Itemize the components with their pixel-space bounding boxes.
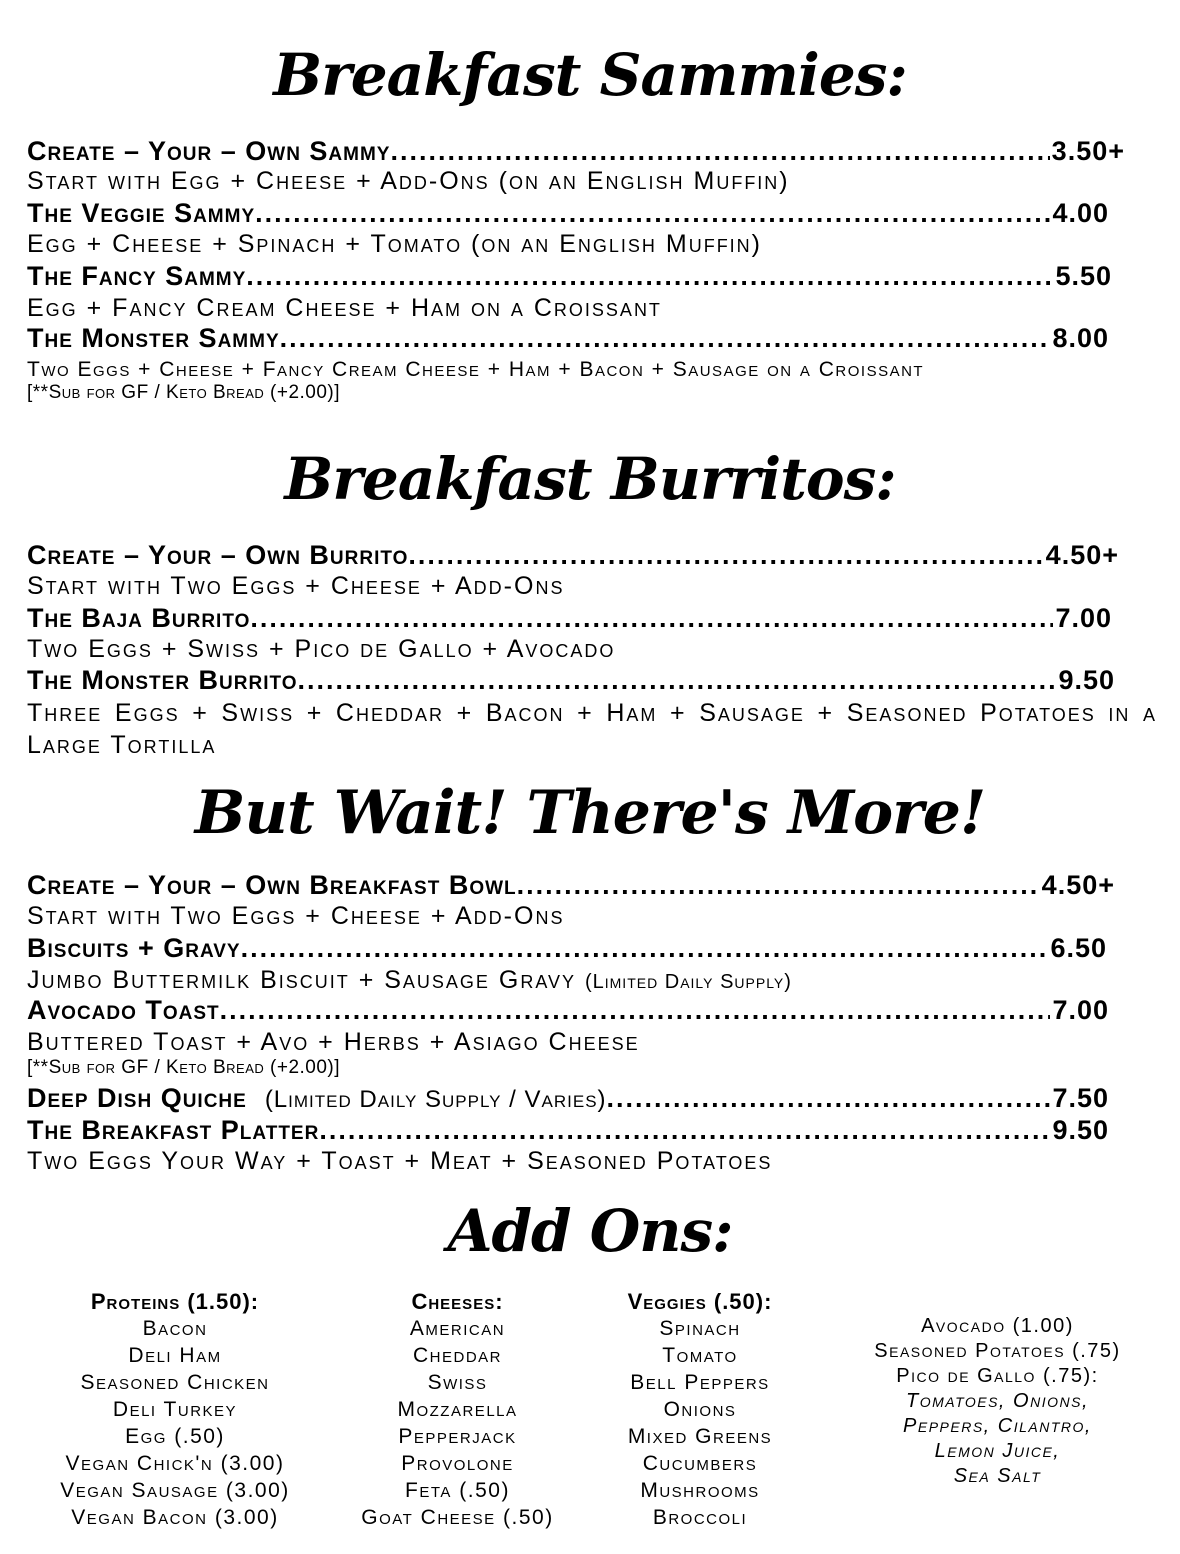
menu-item-baja-burrito [27, 603, 1112, 633]
item-price: 7.00 [1055, 603, 1112, 633]
list-item: Swiss [427, 1371, 488, 1394]
list-item: Pico de Gallo (.75): [896, 1365, 1099, 1387]
list-item: Bell Peppers [630, 1371, 770, 1394]
item-price: 3.50+ [1051, 136, 1125, 166]
dot-leader [255, 198, 1050, 228]
item-name: The Veggie Sammy [27, 198, 256, 228]
item-price: 4.50+ [1041, 870, 1115, 900]
list-item: Mixed Greens [627, 1425, 773, 1448]
list-item: Feta (.50) [405, 1479, 510, 1502]
list-item: Bacon [142, 1317, 208, 1340]
item-price: 7.00 [1052, 995, 1109, 1025]
menu-item-create-bowl [27, 870, 1115, 900]
menu-item-fancy-sammy [27, 261, 1112, 291]
list-item: Goat Cheese (.50) [361, 1506, 554, 1529]
list-item: Mushrooms [640, 1479, 760, 1502]
item-price: 7.50 [1052, 1083, 1109, 1113]
list-item: Seasoned Potatoes (.75) [874, 1340, 1121, 1362]
pico-detail-line: Peppers, Cilantro, [903, 1415, 1092, 1437]
section-title-burritos: Breakfast Burritos: [284, 445, 896, 513]
column-heading: Cheeses: [411, 1289, 504, 1314]
list-item: Deli Ham [128, 1344, 222, 1367]
item-price: 9.50 [1052, 1115, 1109, 1145]
item-name: Deep Dish Quiche [27, 1083, 247, 1113]
dot-leader [408, 540, 1043, 570]
addons-proteins-column [30, 1288, 320, 1531]
menu-item-breakfast-platter [27, 1115, 1109, 1145]
list-item: Vegan Chick'n (3.00) [65, 1452, 285, 1475]
item-name: Create – Your – Own Burrito [27, 540, 409, 570]
item-price: 9.50 [1058, 665, 1115, 695]
menu-item-monster-burrito [27, 665, 1115, 695]
pico-detail-line: Tomatoes, Onions, [906, 1390, 1089, 1412]
list-item: Vegan Sausage (3.00) [60, 1479, 290, 1502]
dot-leader [607, 1083, 1051, 1113]
list-item: Spinach [659, 1317, 741, 1340]
gf-keto-note: [**Sub for GF / Keto Bread (+2.00)] [27, 1057, 341, 1078]
list-item: Onions [663, 1398, 737, 1421]
section-title-sammies: Breakfast Sammies: [273, 41, 907, 109]
item-name: The Monster Burrito [27, 665, 298, 695]
list-item: Tomato [662, 1344, 738, 1367]
item-price: 8.00 [1052, 323, 1109, 353]
list-item: Egg (.50) [125, 1425, 225, 1448]
menu-item-avocado-toast [27, 995, 1109, 1025]
item-description: Buttered Toast + Avo + Herbs + Asiago Cheese [27, 1028, 640, 1056]
item-description: Egg + Cheese + Spinach + Tomato (on an English Muffin) [27, 230, 763, 258]
item-description: Start with Egg + Cheese + Add-Ons (on an English Muffin) [27, 167, 790, 195]
column-heading: Proteins (1.50): [90, 1289, 260, 1314]
menu-item-create-burrito [27, 540, 1119, 570]
item-description: Start with Two Eggs + Cheese + Add-Ons [27, 902, 565, 930]
item-name: Biscuits + Gravy [27, 933, 241, 963]
list-item: Vegan Bacon (3.00) [71, 1506, 279, 1529]
item-name-note: (Limited Daily Supply / Varies) [264, 1086, 607, 1113]
item-description [27, 965, 792, 997]
item-description: Two Eggs + Swiss + Pico de Gallo + Avocado [27, 635, 616, 663]
item-description-text: Jumbo Buttermilk Biscuit + Sausage Gravy [27, 966, 577, 994]
list-item: Provolone [401, 1452, 514, 1475]
list-item: Broccoli [652, 1506, 748, 1529]
item-price: 4.50+ [1045, 540, 1119, 570]
item-description: Two Eggs Your Way + Toast + Meat + Seasoned Potatoes [27, 1147, 773, 1175]
list-item: American [409, 1317, 506, 1340]
addons-cheeses-column [330, 1288, 585, 1531]
item-name: Create – Your – Own Sammy [27, 136, 391, 166]
menu-item-quiche [27, 1083, 1109, 1115]
column-heading: Veggies (.50): [627, 1289, 773, 1314]
dot-leader [390, 136, 1049, 166]
item-description: Three Eggs + Swiss + Cheddar + Bacon + Ham + Sausage + Seasoned Potatoes in a Large Tortilla [27, 699, 1157, 759]
item-price: 4.00 [1052, 198, 1109, 228]
list-item: Cucumbers [642, 1452, 758, 1475]
item-name: The Breakfast Platter [27, 1115, 320, 1145]
menu-item-create-sammy [27, 136, 1125, 166]
item-price: 6.50 [1050, 933, 1107, 963]
dot-leader [220, 995, 1051, 1025]
section-title-addons: Add Ons: [447, 1197, 733, 1265]
dot-leader [319, 1115, 1050, 1145]
item-name: Avocado Toast [27, 995, 220, 1025]
item-name: The Monster Sammy [27, 323, 280, 353]
item-price: 5.50 [1055, 261, 1112, 291]
menu-item-veggie-sammy [27, 198, 1109, 228]
section-title-more: But Wait! There's More! [194, 778, 986, 848]
dot-leader [250, 603, 1053, 633]
limited-supply-note: (Limited Daily Supply) [584, 971, 792, 993]
dot-leader [517, 870, 1040, 900]
menu-item-monster-sammy [27, 323, 1109, 353]
dot-leader [241, 933, 1049, 963]
dot-leader [280, 323, 1051, 353]
list-item: Mozzarella [397, 1398, 518, 1421]
pico-detail-line: Sea Salt [953, 1465, 1042, 1487]
pico-detail-line: Lemon Juice, [934, 1440, 1061, 1462]
gf-keto-note: [**Sub for GF / Keto Bread (+2.00)] [27, 382, 341, 403]
list-item: Cheddar [412, 1344, 502, 1367]
addons-extras-column [835, 1314, 1160, 1489]
list-item: Avocado (1.00) [921, 1315, 1074, 1337]
item-description: Start with Two Eggs + Cheese + Add-Ons [27, 572, 565, 600]
item-name: Create – Your – Own Breakfast Bowl [27, 870, 517, 900]
dot-leader [246, 261, 1053, 291]
item-description: Two Eggs + Cheese + Fancy Cream Cheese + Ham + Bacon + Sausage on a Croissant [27, 358, 925, 381]
addons-veggies-column [590, 1288, 810, 1531]
menu-item-biscuits-gravy [27, 933, 1107, 963]
list-item: Pepperjack [398, 1425, 517, 1448]
dot-leader [298, 665, 1057, 695]
list-item: Seasoned Chicken [80, 1371, 270, 1394]
item-name: The Baja Burrito [27, 603, 251, 633]
list-item: Deli Turkey [112, 1398, 238, 1421]
item-description: Egg + Fancy Cream Cheese + Ham on a Croissant [27, 294, 662, 322]
item-name: The Fancy Sammy [27, 261, 247, 291]
